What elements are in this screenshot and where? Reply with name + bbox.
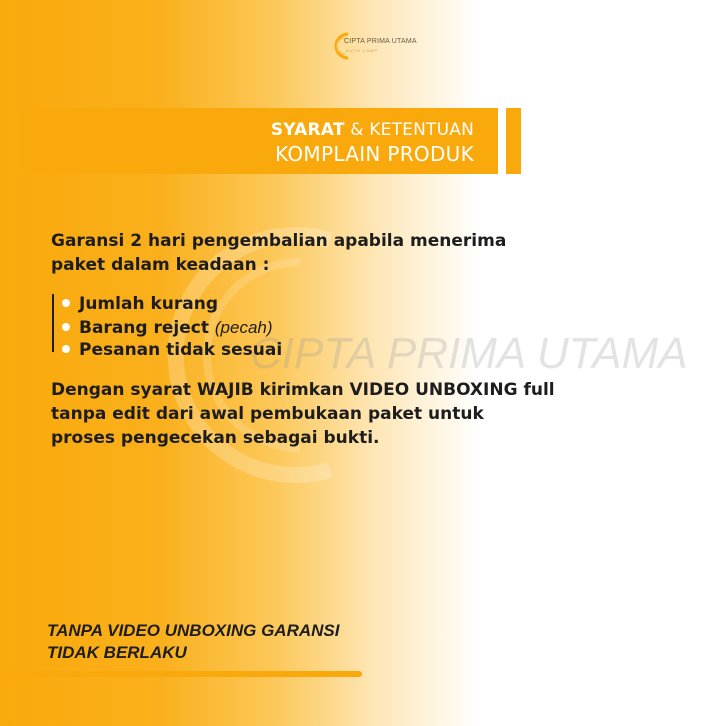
- footer-accent-bar: [0, 671, 362, 677]
- conditions-list: [62, 293, 282, 362]
- intro-text: [51, 229, 571, 277]
- banner-title: [271, 120, 474, 140]
- banner-subtitle: KOMPLAIN PRODUK: [275, 142, 474, 166]
- brand-logo-tagline: AUTO LAMP: [346, 48, 379, 53]
- banner-title-rest: & KETENTUAN: [344, 120, 474, 140]
- list-rule: [52, 294, 54, 352]
- requirement-text: [51, 378, 611, 450]
- list-item: Jumlah kurang: [62, 293, 282, 316]
- banner-accent-bar: [506, 108, 521, 174]
- list-item: Pesanan tidak sesuai: [62, 339, 282, 362]
- banner-title-bold: SYARAT: [270, 120, 345, 140]
- requirement-line-1: Dengan syarat WAJIB kirimkan VIDEO UNBOXING full: [51, 380, 555, 400]
- requirement-line-3: proses pengecekan sebagai bukti.: [51, 428, 380, 448]
- footer-line-2: TIDAK BERLAKU: [47, 643, 187, 662]
- footer-warning: [47, 620, 407, 664]
- requirement-line-2: tanpa edit dari awal pembukaan paket untuk: [51, 404, 484, 424]
- condition-note: (pecah): [214, 318, 273, 337]
- watermark-text: CIPTA PRIMA UTAMA: [250, 329, 688, 378]
- brand-logo-name: CIPTA PRIMA UTAMA: [344, 38, 417, 45]
- bullet-icon: [62, 323, 70, 331]
- intro-line-2: paket dalam keadaan :: [51, 255, 270, 275]
- intro-line-1: Garansi 2 hari pengembalian apabila menerima: [51, 231, 507, 251]
- bullet-icon: [62, 299, 70, 307]
- list-item: Barang reject (pecah): [62, 316, 282, 339]
- brand-logo-icon: [332, 30, 404, 62]
- bullet-icon: [62, 345, 70, 353]
- footer-line-1: TANPA VIDEO UNBOXING GARANSI: [47, 621, 340, 640]
